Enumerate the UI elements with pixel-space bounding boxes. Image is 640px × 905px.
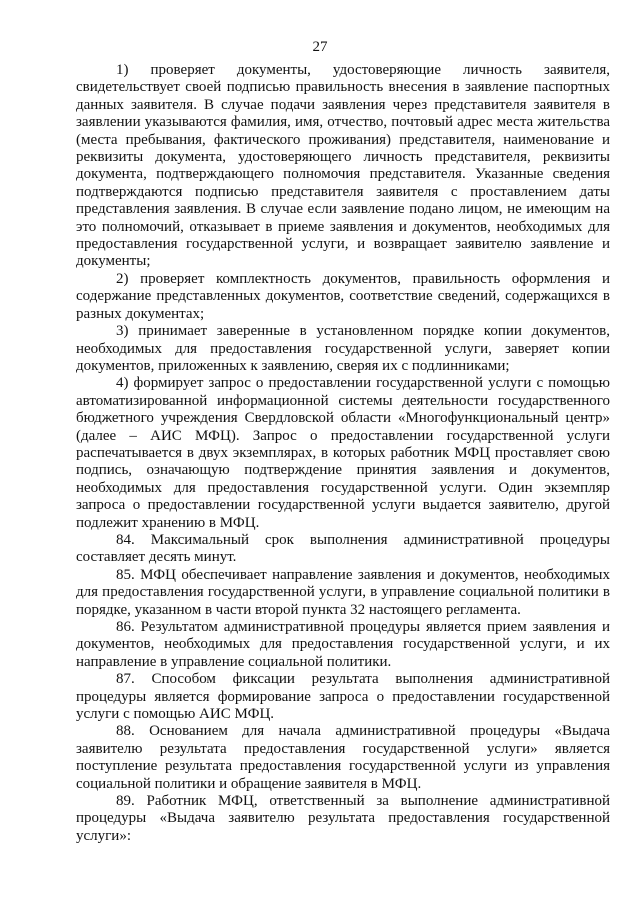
paragraph-89: 89. Работник МФЦ, ответственный за выполнение административной процедуры «Выдача заявителю результата предоставления государственной услуги»: [76,793,610,844]
paragraph-85: 85. МФЦ обеспечивает направление заявления и документов, необходимых для предоставления государственной услуги, в управление социальной политики в порядке, указанном в части второй пункта 32 настоящего регламента. [76,566,610,618]
page-number: 27 [312,39,328,55]
document-body [76,62,610,845]
paragraph-88: 88. Основанием для начала административной процедуры «Выдача заявителю результата предоставления государственной услуги» является поступление результата предоставления государственной услуги из управления социальной политики и обращение заявителя в МФЦ. [76,723,610,792]
paragraph-87: 87. Способом фиксации результата выполнения административной процедуры является формирование запроса о предоставлении государственной услуги с помощью АИС МФЦ. [76,671,610,723]
paragraph-item-1: 1) проверяет документы, удостоверяющие личность заявителя, свидетельствует своей подписью правильность внесения в заявление паспортных данных заявителя. В случае подачи заявления через представителя заявителя в заявлении указываются фамилия, имя, отчество, почтовый адрес места жительства (места пребывания, фактического проживания) представителя, наименование и реквизиты документа, удостоверяющего личность представителя, реквизиты документа, подтверждающего полномочия представителя. Указанные сведения подтверждаются подписью представителя заявителя с проставлением даты представления заявления. В случае если заявление подано лицом, не имеющим на это полномочий, отказывает в приеме заявления и документов, необходимых для предоставления государственной услуги, и возвращает заявителю заявление и документы; [76,62,610,270]
paragraph-item-3: 3) принимает заверенные в установленном порядке копии документов, необходимых для предоставления государственной услуги, заверяет копии документов, приложенных к заявлению, сверяя их с подлинниками; [76,323,610,374]
paragraph-84: 84. Максимальный срок выполнения административной процедуры составляет десять минут. [76,531,610,566]
paragraph-item-2: 2) проверяет комплектность документов, правильность оформления и содержание представленных документов, соответствие сведений, содержащихся в разных документах; [76,270,610,322]
paragraph-item-4: 4) формирует запрос о предоставлении государственной услуги с помощью автоматизированной информационной системы деятельности государственного бюджетного учреждения Свердловской области «Многофункциональный центр» (далее – АИС МФЦ). Запрос о предоставлении государственной услуги распечатывается в двух экземплярах, в которых работник МФЦ проставляет свою подпись, означающую подтверждение принятия заявления и документов, необходимых для предоставления государственной услуги. Один экземпляр запроса о предоставлении государственной услуги выдается заявителю, другой подлежит хранению в МФЦ. [76,375,610,531]
paragraph-86: 86. Результатом административной процедуры является прием заявления и документов, необходимых для предоставления государственной услуги, и их направление в управление социальной политики. [76,619,610,670]
